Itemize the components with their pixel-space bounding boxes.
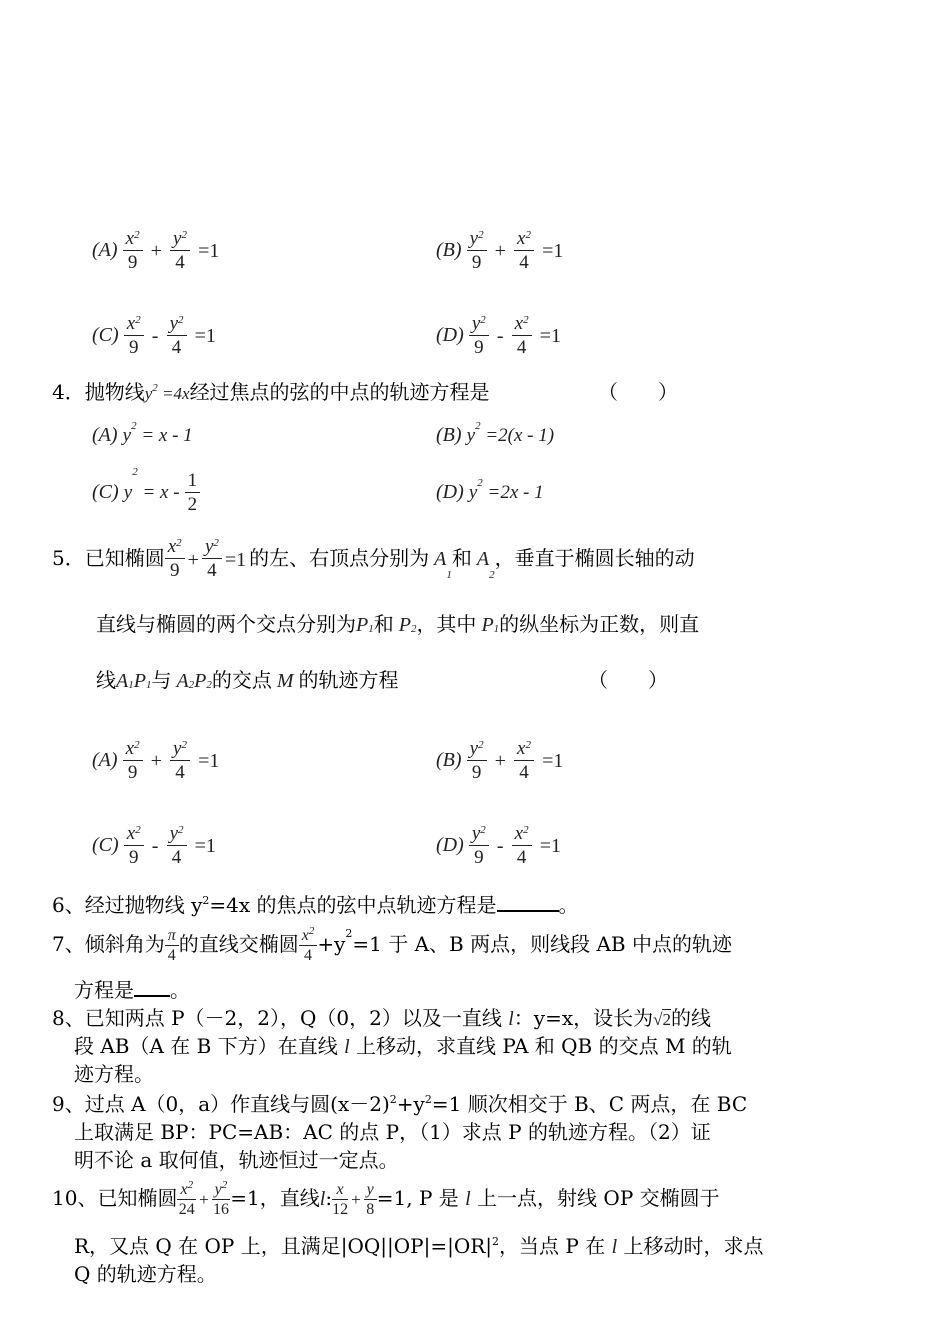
q5-option-b: (B) $\frac{y^2}{9}$ + $\frac{x^2}{4}$ =1 [436,738,564,783]
fraction: $\frac{x}{12}$ [332,1181,349,1218]
q9-line-2: 上取满足 BP：PC=AB：AC 的点 P，（1）求点 P 的轨迹方程。（2）证 [74,1120,711,1144]
q9-line-3: 明不论 a 取何值，轨迹恒过一定点。 [74,1148,399,1172]
q7-line-2: 方程是 。 [74,978,190,1002]
q8-line-2: 段 AB（A 在 B 下方）在直线 l 上移动，求直线 PA 和 QB 的交点 M 的轨 [74,1034,732,1058]
fraction: $\frac{y^2}{4}$ [170,228,190,275]
fraction: $\frac{x^2}{24}$ [178,1179,195,1218]
q5-line-1: 5．已知椭圆 $\frac{x^2}{9}$ + $\frac{y^2}{4}$ =1 的左、右顶点分别为 $A_1$和 $A_2$，垂直于椭圆长轴的动 [52,536,695,581]
fraction: $\frac{x^2}{4}$ [299,926,318,965]
fraction: $\frac{x^2}{4}$ [512,823,532,870]
q8-line-1: 8、已知两点 P（－2，2），Q（0，2）以及一直线 l：y=x，设长为√2的线 [52,1006,711,1030]
q10-line-1: 10、已知椭圆 $\frac{x^2}{24}$ + $\frac{y^2}{16}$ =1，直线l: $\frac{x}{12}$ + $\frac{y}{8}$ =1, P 是 l 上一点，射线 OP 交椭圆于 [52,1179,720,1218]
q5-option-d: (D) $\frac{y^2}{9}$ - $\frac{x^2}{4}$ =1 [436,823,561,868]
fraction: $\frac{y^2}{9}$ [467,738,487,785]
q4-option-a: (A) $y^2 = x - 1$ [92,420,193,446]
fraction: $\frac{x^2}{4}$ [512,313,532,360]
fraction: $\frac{y}{8}$ [364,1180,377,1219]
q3-option-b: (B) $\frac{y^2}{9}$ + $\frac{x^2}{4}$ =1 [436,228,564,273]
fraction: $\frac{\pi}{4}$ [165,926,179,965]
q3-option-d: (D) $\frac{y^2}{9}$ - $\frac{x^2}{4}$ =1 [436,313,561,358]
fraction: $\frac{x^2}{4}$ [514,738,534,785]
fraction: $\frac{x^2}{9}$ [124,313,144,360]
fraction: $\frac{y^2}{9}$ [467,228,487,275]
q5-option-c: (C) $\frac{x^2}{9}$ - $\frac{y^2}{4}$ =1 [92,823,216,868]
q4-option-c: (C) $y^2 = x$ - $\frac{1}{2}$ [92,470,200,517]
q4-stem: 4．抛物线$y^2 =4x$经过焦点的弦的中点的轨迹方程是 [52,380,490,404]
answer-blank[interactable] [134,995,170,997]
q3-option-c: (C) $\frac{x^2}{9}$ - $\frac{y^2}{4}$ =1 [92,313,216,358]
fraction: $\frac{x^2}{9}$ [123,228,143,275]
q9-line-1: 9、过点 A（0，a）作直线与圆$(x-2)^2+y^2=1$ 顺次相交于 B、C 两点，在 BC [52,1092,748,1116]
fraction: $\frac{y^2}{4}$ [167,823,187,870]
q5-answer-paren: （ ） [588,668,668,692]
fraction: $\frac{y^2}{16}$ [212,1179,229,1218]
q4-answer-paren: （ ） [598,380,678,404]
fraction: $\frac{x^2}{9}$ [124,823,144,870]
fraction: $\frac{x^2}{9}$ [123,738,143,785]
fraction: $\frac{y^2}{4}$ [202,536,222,583]
q5-option-a: (A) $\frac{x^2}{9}$ + $\frac{y^2}{4}$ =1 [92,738,220,783]
fraction: $\frac{x^2}{4}$ [514,228,534,275]
fraction: $\frac{y^2}{9}$ [469,313,489,360]
q10-line-2: R，又点 Q 在 OP 上，且满足$|OQ||OP|=|OR|^2$，当点 P 在 l 上移动时，求点 [74,1234,764,1258]
q4-option-d: (D) $y^2 =2x - 1$ [436,477,544,503]
answer-blank[interactable] [497,910,559,912]
fraction: $\frac{y^2}{9}$ [469,823,489,870]
q7-line-1: 7、倾斜角为 $\frac{\pi}{4}$ 的直线交椭圆 $\frac{x^2}{4}$ $+y^2=1$ 于 A、B 两点，则线段 AB 中点的轨迹 [52,925,732,964]
q6-text: 6、经过抛物线 $y^2=4x$ 的焦点的弦中点轨迹方程是 。 [52,893,579,917]
fraction: $\frac{y^2}{4}$ [167,313,187,360]
q10-line-3: Q 的轨迹方程。 [74,1262,217,1286]
q8-line-3: 迹方程。 [74,1062,154,1086]
q4-option-b: (B) $y^2 =2(x - 1)$ [436,420,555,446]
fraction: $\frac{y^2}{4}$ [170,738,190,785]
fraction: $\frac{x^2}{9}$ [165,536,185,583]
q5-line-3: 线$A_1P_1$与 $A_2P_2$的交点 M 的轨迹方程 [96,668,399,692]
q3-option-a: (A) $\frac{x^2}{9}$ + $\frac{y^2}{4}$ =1 [92,228,220,273]
fraction: $\frac{1}{2}$ [185,470,201,517]
q5-line-2: 直线与椭圆的两个交点分别为$P_1$和 $P_2$，其中 $P_1$的纵坐标为正数，则直 [96,612,700,636]
